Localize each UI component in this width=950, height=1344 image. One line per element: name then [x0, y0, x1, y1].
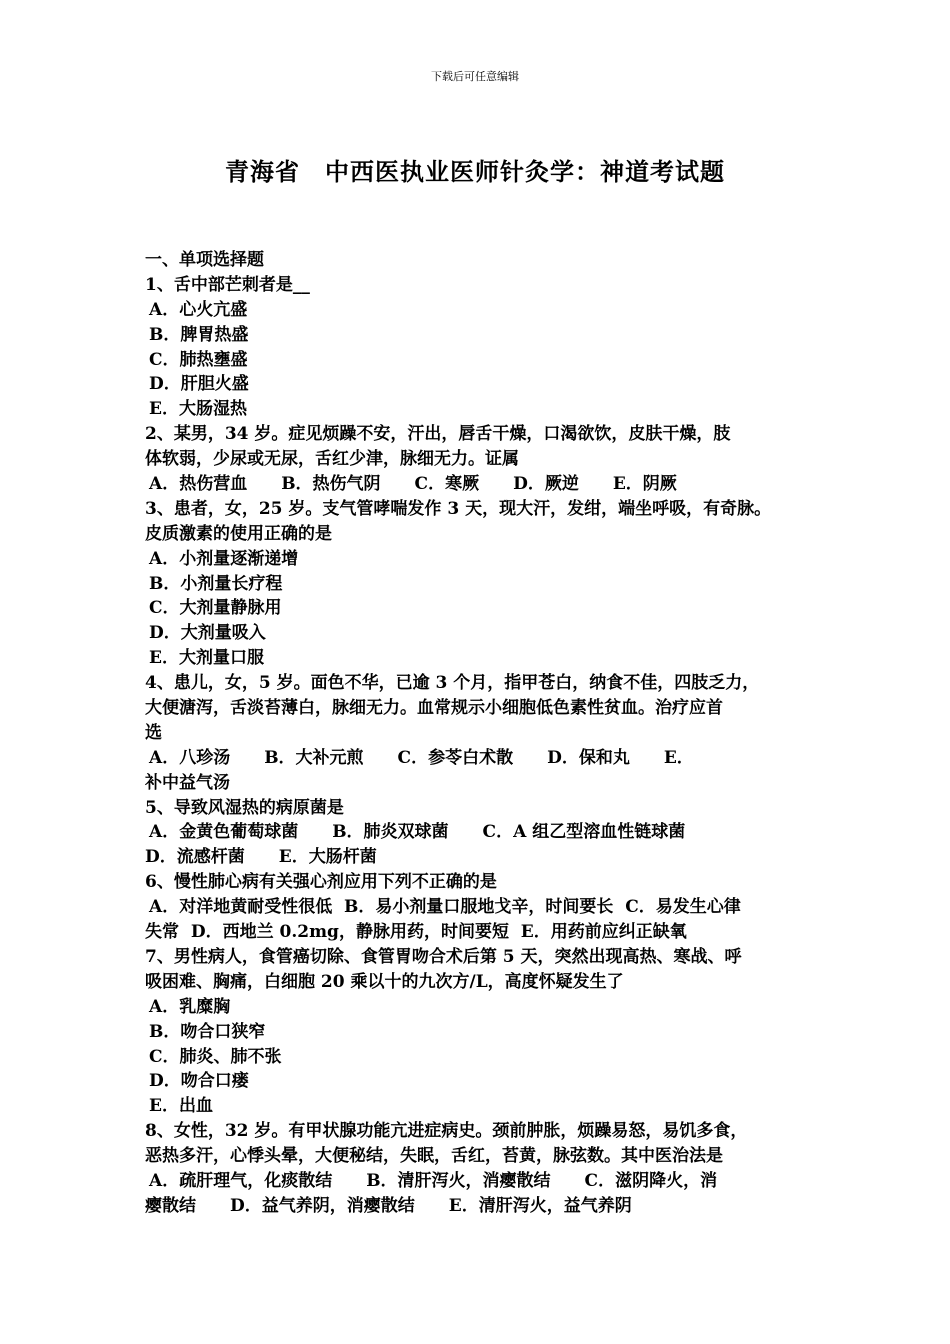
text-line: 皮质激素的使用正确的是: [145, 523, 332, 544]
answer-option-line: B．吻合口狭窄: [149, 1021, 266, 1042]
answer-option-line: A．热伤营血 B．热伤气阴 C．寒厥 D．厥逆 E．阴厥: [149, 474, 677, 495]
answer-option-line: A．金黄色葡萄球菌 B．肺炎双球菌 C．A 组乙型溶血性链球菌: [149, 822, 686, 843]
text-line: 4、患儿，女，5 岁。面色不华，已逾 3 个月，指甲苍白，纳食不佳，四肢乏力，: [145, 673, 760, 694]
text-line: 6、慢性肺心病有关强心剂应用下列不正确的是: [145, 872, 497, 893]
text-line: 吸困难、胸痛，白细胞 20 乘以十的九次方/L，高度怀疑发生了: [145, 971, 624, 992]
answer-option-line: E．大剂量口服: [149, 648, 264, 669]
text-line: 失常 D．西地兰 0.2mg，静脉用药，时间要短 E．用药前应纠正缺氧: [145, 922, 687, 943]
text-line: 3、患者，女，25 岁。支气管哮喘发作 3 天，现大汗，发绀，端坐呼吸，有奇脉。: [145, 498, 772, 519]
text-line: 体软弱，少尿或无尿，舌红少津，脉细无力。证属: [145, 449, 519, 470]
text-line: 1、舌中部芒刺者是__: [145, 274, 310, 295]
text-line: 7、男性病人，食管癌切除、食管胃吻合术后第 5 天，突然出现高热、寒战、呼: [145, 946, 742, 967]
answer-option-line: C．大剂量静脉用: [149, 598, 282, 619]
answer-option-line: E．出血: [149, 1096, 213, 1117]
answer-option-line: E．大肠湿热: [149, 399, 247, 420]
answer-option-line: D．大剂量吸入: [149, 623, 266, 644]
answer-option-line: D．吻合口瘘: [149, 1071, 249, 1092]
answer-option-line: D．肝胆火盛: [149, 374, 249, 395]
answer-option-line: C．肺炎、肺不张: [149, 1046, 282, 1067]
text-line: 瘿散结 D．益气养阴，消瘿散结 E．清肝泻火，益气养阴: [145, 1195, 632, 1216]
text-line: 2、某男，34 岁。症见烦躁不安，汗出，唇舌干燥，口渴欲饮，皮肤干燥，肢: [145, 424, 731, 445]
text-line: 选: [145, 722, 162, 743]
answer-option-line: A．乳糜胸: [149, 996, 231, 1017]
text-line: D．流感杆菌 E．大肠杆菌: [145, 847, 377, 868]
answer-option-line: A．小剂量逐渐递增: [149, 548, 299, 569]
text-line: 大便溏泻，舌淡苔薄白，脉细无力。血常规示小细胞低色素性贫血。治疗应首: [145, 698, 723, 719]
text-line: 恶热多汗，心悸头晕，大便秘结，失眠，舌红，苔黄，脉弦数。其中医治法是: [145, 1146, 723, 1167]
answer-option-line: B．小剂量长疗程: [149, 573, 283, 594]
answer-option-line: A．八珍汤 B．大补元煎 C．参苓白术散 D．保和丸 E．: [149, 747, 694, 768]
text-line: 5、导致风湿热的病原菌是: [145, 797, 344, 818]
text-line: 一、单项选择题: [145, 250, 264, 270]
document-body: [145, 248, 825, 1219]
answer-option-line: C．肺热壅盛: [149, 349, 248, 370]
text-line: 补中益气汤: [145, 772, 230, 793]
page-header: 下载后可任意编辑: [431, 70, 519, 83]
answer-option-line: A．对洋地黄耐受性很低 B．易小剂量口服地戈辛，时间要长 C．易发生心律: [149, 897, 741, 918]
answer-option-line: A．疏肝理气，化痰散结 B．清肝泻火，消瘿散结 C．滋阴降火，消: [149, 1170, 718, 1191]
answer-option-line: A．心火亢盛: [149, 299, 248, 320]
answer-option-line: B．脾胃热盛: [149, 324, 249, 345]
text-line: 8、女性，32 岁。有甲状腺功能亢进症病史。颈前肿胀，烦躁易怒，易饥多食，: [145, 1121, 748, 1142]
document-title: 青海省 中西医执业医师针灸学：神道考试题: [225, 157, 725, 186]
